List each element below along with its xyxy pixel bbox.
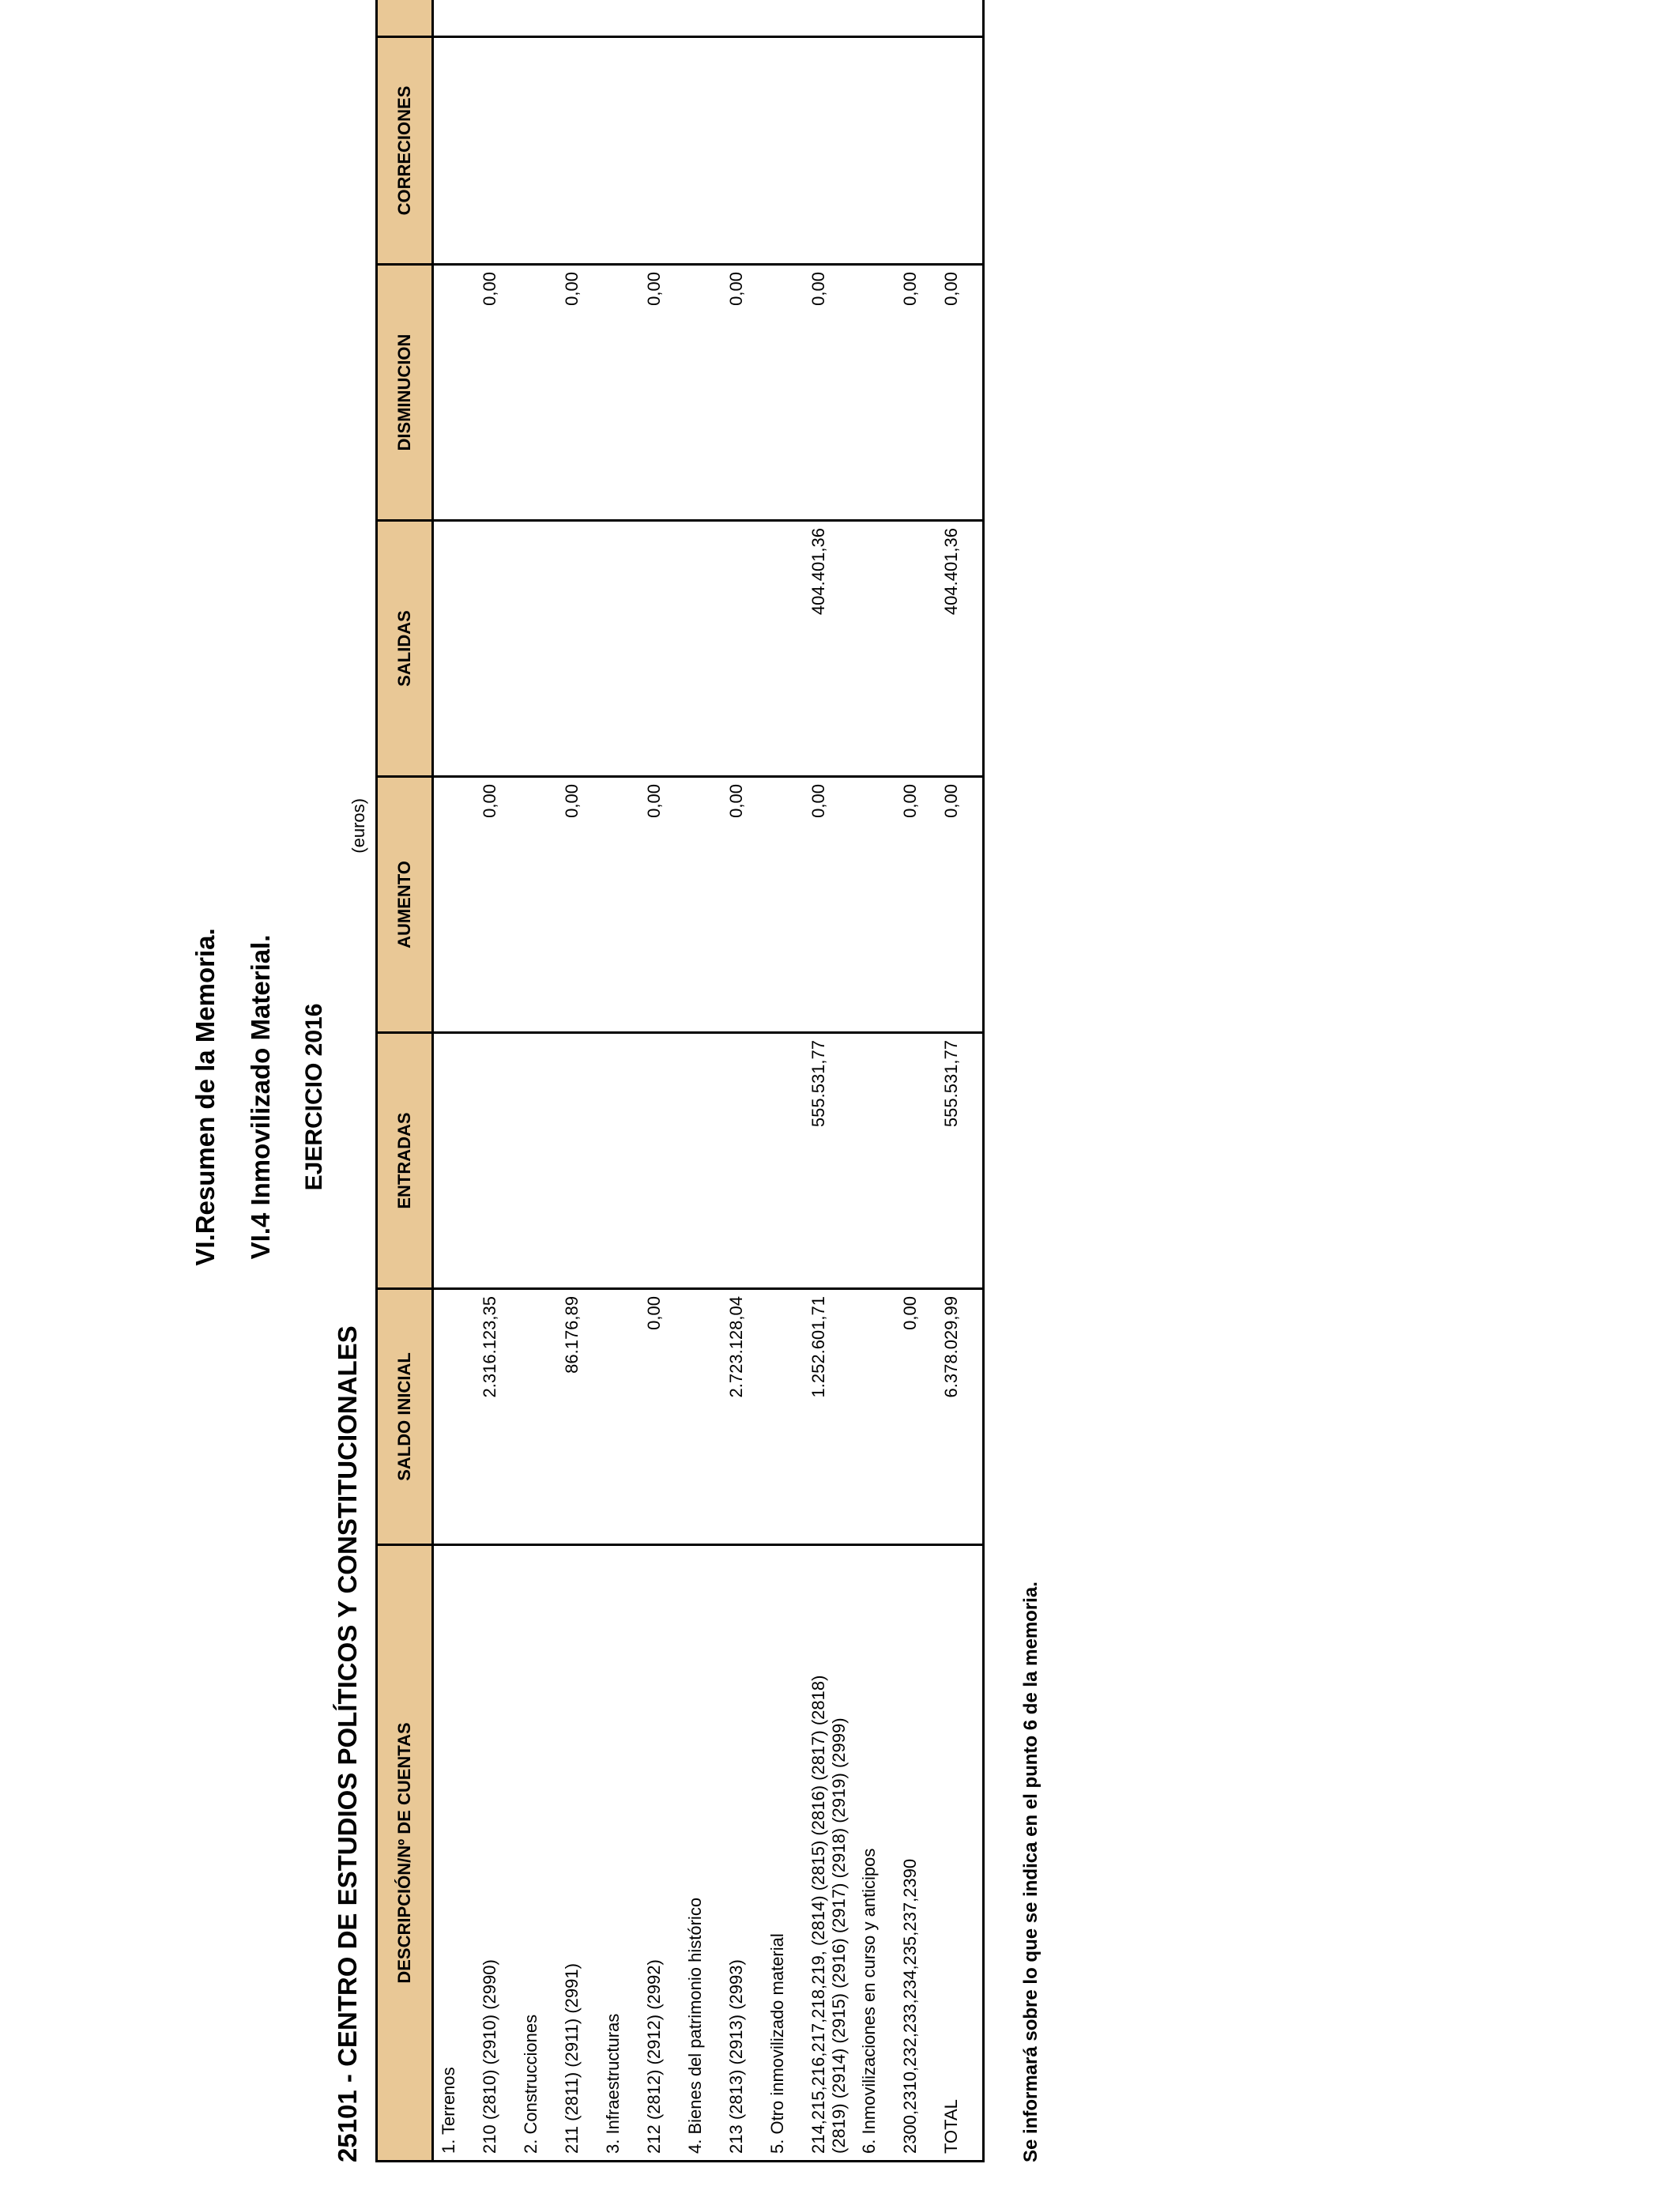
account-description	[603, 1545, 644, 2162]
value-cell	[433, 521, 480, 777]
value-cell	[644, 521, 685, 777]
value-cell	[808, 0, 859, 37]
description-line: 2. Construcciones	[521, 2014, 541, 2154]
column-header: ENTRADAS	[377, 1033, 433, 1289]
account-description	[433, 1545, 480, 2162]
account-description	[941, 1545, 984, 2162]
value-cell: 1.252.601,71	[808, 1289, 859, 1545]
value-cell: 2.723.128,04	[726, 1289, 767, 1545]
account-description	[562, 1545, 603, 2162]
value-cell	[433, 1033, 480, 1289]
value-cell	[767, 37, 808, 265]
value-cell	[480, 521, 521, 777]
account-description	[900, 1545, 941, 2162]
value-cell: 0,00	[644, 777, 685, 1033]
value-cell	[521, 777, 562, 1033]
value-cell	[900, 521, 941, 777]
value-cell	[685, 1033, 726, 1289]
value-cell	[859, 37, 900, 265]
value-cell	[603, 265, 644, 521]
value-cell	[521, 265, 562, 521]
table-row	[521, 0, 562, 2162]
value-cell	[562, 0, 603, 37]
value-cell	[685, 265, 726, 521]
value-cell	[433, 265, 480, 521]
value-cell	[433, 777, 480, 1033]
value-cell	[859, 265, 900, 521]
value-cell	[767, 1033, 808, 1289]
footnote: Se informará sobre lo que se indica en el punto 6 de la memoria.	[1020, 1581, 1042, 2162]
value-cell	[521, 521, 562, 777]
value-cell	[685, 777, 726, 1033]
value-cell	[859, 777, 900, 1033]
value-cell: 0,00	[644, 1289, 685, 1545]
table-row	[859, 0, 900, 2162]
value-cell	[767, 0, 808, 37]
value-cell: 0,00	[808, 265, 859, 521]
value-cell: 0,00	[900, 777, 941, 1033]
organization-title: 25101 - CENTRO DE ESTUDIOS POLÍTICOS Y CONSTITUCIONALES	[333, 1325, 362, 2162]
currency-unit: (euros)	[348, 798, 368, 854]
value-cell	[521, 1033, 562, 1289]
value-cell	[644, 37, 685, 265]
value-cell	[941, 37, 984, 265]
value-cell: 0,00	[941, 265, 984, 521]
table-row	[767, 0, 808, 2162]
value-cell	[603, 1289, 644, 1545]
account-description	[726, 1545, 767, 2162]
value-cell: 0,00	[941, 777, 984, 1033]
value-cell	[767, 777, 808, 1033]
value-cell: 0,00	[808, 777, 859, 1033]
account-description	[859, 1545, 900, 2162]
value-cell	[603, 0, 644, 37]
table-row	[808, 0, 859, 2162]
value-cell: 404.401,36	[808, 521, 859, 777]
value-cell	[726, 0, 767, 37]
table-row	[433, 0, 480, 2162]
value-cell	[767, 1289, 808, 1545]
column-header: DISMINUCION	[377, 265, 433, 521]
value-cell	[480, 1033, 521, 1289]
value-cell: 0,00	[900, 265, 941, 521]
value-cell	[562, 37, 603, 265]
column-header: SALDO INICIAL	[377, 1289, 433, 1545]
description-line: TOTAL	[941, 2099, 961, 2154]
value-cell	[685, 521, 726, 777]
table-row	[480, 0, 521, 2162]
table-row	[644, 0, 685, 2162]
description-line: 1. Terrenos	[439, 2067, 458, 2154]
account-description	[521, 1545, 562, 2162]
account-description	[767, 1545, 808, 2162]
value-cell: 0,00	[562, 777, 603, 1033]
value-cell: 555.531,77	[808, 1033, 859, 1289]
value-cell	[941, 0, 984, 37]
description-line: 210 (2810) (2910) (2990)	[480, 1959, 499, 2154]
column-header: SALIDAS	[377, 521, 433, 777]
value-cell: 0,00	[726, 777, 767, 1033]
value-cell	[808, 37, 859, 265]
value-cell	[859, 1033, 900, 1289]
value-cell	[562, 1033, 603, 1289]
table-header-row	[377, 0, 433, 2162]
title-block	[190, 0, 329, 2194]
description-line: 5. Otro inmovilizado material	[767, 1933, 787, 2154]
value-cell: 0,00	[726, 265, 767, 521]
description-line: 213 (2813) (2913) (2993)	[726, 1959, 746, 2154]
description-line: (2819) (2914) (2915) (2916) (2917) (2918) (2919) (2999)	[829, 1717, 849, 2154]
value-cell	[433, 1289, 480, 1545]
value-cell	[900, 1033, 941, 1289]
description-line: 3. Infraestructuras	[603, 2013, 623, 2154]
value-cell	[603, 521, 644, 777]
value-cell: 0,00	[644, 265, 685, 521]
value-cell	[521, 1289, 562, 1545]
value-cell	[644, 0, 685, 37]
value-cell	[900, 37, 941, 265]
table-row	[941, 0, 984, 2162]
description-line: 212 (2812) (2912) (2992)	[644, 1959, 664, 2154]
value-cell	[685, 0, 726, 37]
value-cell	[644, 1033, 685, 1289]
account-description	[685, 1545, 726, 2162]
description-line: 214,215,216,217,218,219, (2814) (2815) (2816) (2817) (2818)	[808, 1675, 828, 2154]
value-cell: 0,00	[562, 265, 603, 521]
column-header: CORRECIONES	[377, 37, 433, 265]
value-cell	[433, 37, 480, 265]
table-row	[685, 0, 726, 2162]
value-cell	[726, 521, 767, 777]
fixed-assets-table	[375, 0, 985, 2162]
account-description	[480, 1545, 521, 2162]
value-cell	[433, 0, 480, 37]
value-cell	[521, 0, 562, 37]
account-description	[808, 1545, 859, 2162]
value-cell	[521, 37, 562, 265]
value-cell	[900, 0, 941, 37]
value-cell	[767, 265, 808, 521]
value-cell	[859, 0, 900, 37]
value-cell	[859, 521, 900, 777]
value-cell: 0,00	[480, 265, 521, 521]
value-cell	[480, 0, 521, 37]
value-cell: 404.401,36	[941, 521, 984, 777]
table-row	[603, 0, 644, 2162]
value-cell	[603, 777, 644, 1033]
value-cell	[480, 37, 521, 265]
value-cell	[859, 1289, 900, 1545]
value-cell: 0,00	[900, 1289, 941, 1545]
column-header	[377, 0, 433, 37]
value-cell	[726, 37, 767, 265]
value-cell	[603, 1033, 644, 1289]
value-cell	[685, 1289, 726, 1545]
value-cell	[685, 37, 726, 265]
value-cell	[767, 521, 808, 777]
section-title: VI.4 Inmovilizado Material.	[246, 934, 275, 1260]
description-line: 211 (2811) (2911) (2991)	[562, 1963, 582, 2154]
column-header: DESCRIPCIÓN/Nº DE CUENTAS	[377, 1545, 433, 2162]
value-cell	[726, 1033, 767, 1289]
value-cell: 555.531,77	[941, 1033, 984, 1289]
column-header: AUMENTO	[377, 777, 433, 1033]
summary-title: VI.Resumen de la Memoria.	[190, 928, 220, 1266]
value-cell: 2.316.123,35	[480, 1289, 521, 1545]
description-line: 4. Bienes del patrimonio histórico	[685, 1897, 705, 2154]
table-row	[900, 0, 941, 2162]
account-description	[644, 1545, 685, 2162]
description-line: 2300,2310,232,233,234,235,237,2390	[900, 1858, 920, 2154]
value-cell	[562, 521, 603, 777]
value-cell: 86.176,89	[562, 1289, 603, 1545]
value-cell	[603, 37, 644, 265]
table-row	[726, 0, 767, 2162]
description-line: 6. Inmovilizaciones en curso y anticipos	[859, 1848, 879, 2154]
value-cell: 0,00	[480, 777, 521, 1033]
table-row	[562, 0, 603, 2162]
exercise-title: EJERCICIO 2016	[301, 1003, 327, 1191]
value-cell: 6.378.029,99	[941, 1289, 984, 1545]
